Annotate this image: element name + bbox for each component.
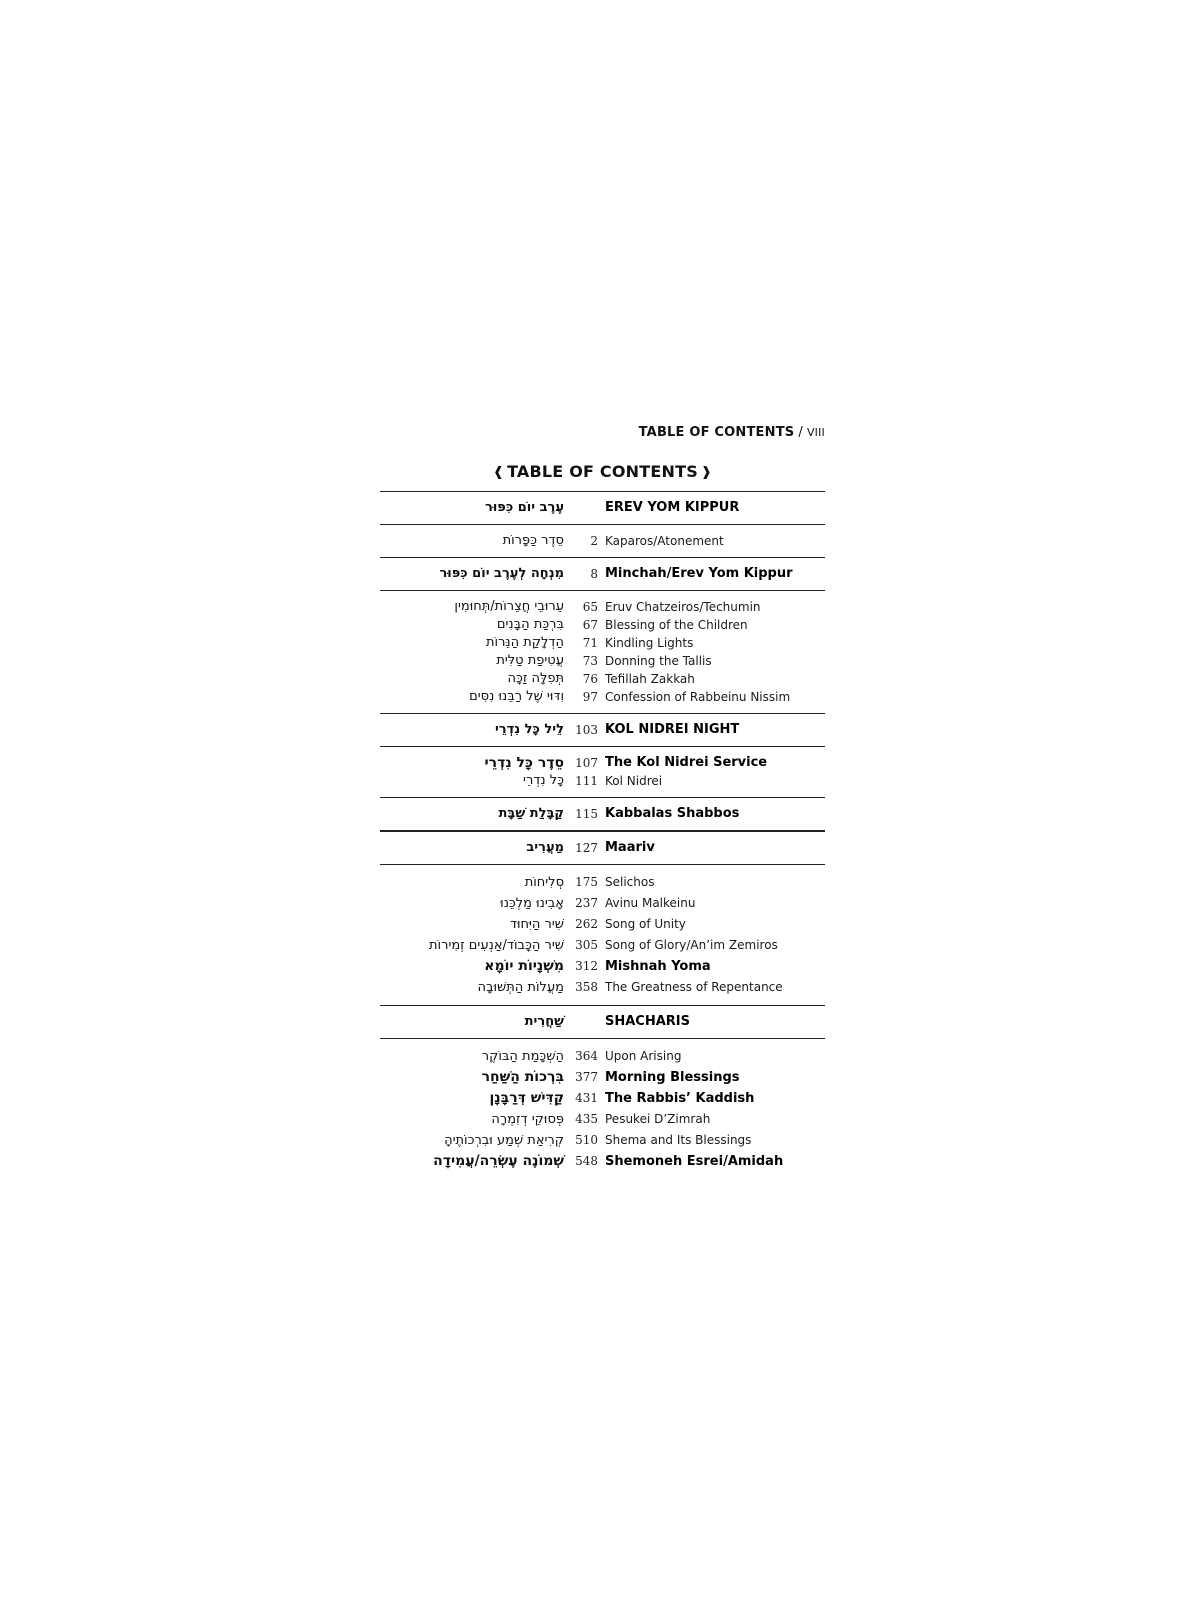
page-number: 312	[575, 959, 598, 973]
english-title: Upon Arising	[605, 1049, 682, 1063]
page-number: 431	[575, 1091, 598, 1105]
hebrew-title: סֵדֶר כַּפָּרוֹת	[502, 533, 564, 548]
hebrew-title: סְלִיחוֹת	[524, 875, 564, 890]
english-title: Kabbalas Shabbos	[605, 806, 740, 821]
english-title: Kindling Lights	[605, 636, 694, 650]
running-head-page-number: VIII	[806, 426, 825, 439]
spacer	[380, 591, 825, 598]
english-title: Minchah/Erev Yom Kippur	[605, 566, 793, 581]
page-number: 127	[575, 841, 598, 855]
english-title: Shema and Its Blessings	[605, 1133, 752, 1147]
page-number: 65	[582, 600, 598, 614]
hebrew-title: הַדְלָקַת הַנֵּרוֹת	[486, 635, 564, 650]
hebrew-title: לֵיל כָּל נִדְרֵי	[494, 722, 564, 737]
section-header-entry[interactable]	[380, 714, 825, 746]
toc-entry[interactable]	[380, 956, 825, 977]
toc-heading	[380, 462, 825, 481]
page-number: 71	[582, 636, 598, 650]
toc-entry[interactable]	[380, 1151, 825, 1172]
hebrew-title: הַשְׁכָּמַת הַבּוֹקֶר	[481, 1049, 564, 1064]
toc-entry[interactable]	[380, 652, 825, 670]
hebrew-title: שְׁמוֹנֶה עֶשְׂרֵה/עֲמִידָה	[433, 1153, 564, 1169]
page-number: 262	[575, 917, 598, 931]
english-title: EREV YOM KIPPUR	[605, 500, 740, 515]
english-title: Donning the Tallis	[605, 654, 712, 668]
running-head	[560, 425, 825, 440]
spacer	[380, 550, 825, 557]
section-header	[380, 492, 825, 524]
page-number: 305	[575, 938, 598, 952]
section-entries	[380, 525, 825, 557]
toc-entry[interactable]	[380, 598, 825, 616]
page-number: 237	[575, 896, 598, 910]
page-number: 435	[575, 1112, 598, 1126]
toc-entry[interactable]	[380, 1088, 825, 1109]
page-number: 8	[590, 567, 598, 581]
hebrew-title: מִנְחָה לְעֶרֶב יוֹם כִּפּוּר	[439, 566, 564, 581]
toc-entry[interactable]	[380, 616, 825, 634]
hebrew-title: פְּסוּקֵי דְזִמְרָה	[491, 1112, 564, 1127]
toc-entry[interactable]	[380, 1067, 825, 1088]
hebrew-title: בִּרְכוֹת הַשַּׁחַר	[481, 1069, 564, 1085]
page-number: 115	[575, 807, 598, 821]
hebrew-title: קְרִיאַת שְׁמַע וּבִרְכוֹתֶיהָ	[444, 1133, 564, 1148]
hebrew-title: וִדּוּי שֶׁל רַבֵּנוּ נִסִּים	[469, 689, 564, 704]
hebrew-title: מַעֲרִיב	[526, 840, 564, 855]
english-title: Mishnah Yoma	[605, 959, 711, 974]
hebrew-title: סֵדֶר כָּל נִדְרֵי	[484, 755, 564, 771]
spacer	[380, 790, 825, 797]
english-title: The Rabbis’ Kaddish	[605, 1091, 755, 1106]
english-title: Song of Glory/An’im Zemiros	[605, 938, 778, 952]
english-title: Blessing of the Children	[605, 618, 748, 632]
section-entries	[380, 747, 825, 797]
section-header-entry[interactable]	[380, 798, 825, 830]
toc-entry[interactable]	[380, 670, 825, 688]
english-title: Kaparos/Atonement	[605, 534, 724, 548]
english-title: Kol Nidrei	[605, 774, 663, 788]
section-header	[380, 558, 825, 590]
english-title: KOL NIDREI NIGHT	[605, 722, 740, 737]
hebrew-title: אָבִינוּ מַלְכֵּנוּ	[500, 896, 564, 911]
section-header	[380, 1006, 825, 1038]
english-title: Selichos	[605, 875, 655, 889]
section-entries	[380, 591, 825, 713]
page-number: 76	[582, 672, 598, 686]
hebrew-title: מִשְׁנָיוֹת יוֹמָא	[484, 958, 564, 974]
spacer	[380, 998, 825, 1005]
english-title: Song of Unity	[605, 917, 686, 931]
page-number: 103	[575, 723, 598, 737]
english-title: The Kol Nidrei Service	[605, 755, 768, 770]
spacer	[380, 865, 825, 872]
english-title: Tefillah Zakkah	[605, 672, 695, 686]
page-number: 111	[575, 774, 598, 788]
spacer	[380, 706, 825, 713]
hebrew-title: עֲטִיפַת טַלִּית	[496, 653, 564, 668]
toc-entry[interactable]	[380, 772, 825, 790]
toc-entry[interactable]	[380, 893, 825, 914]
hebrew-title: בִּרְכַּת הַבָּנִים	[496, 617, 564, 632]
english-title: Pesukei D’Zimrah	[605, 1112, 711, 1126]
page-number: 107	[575, 756, 598, 770]
page-number: 175	[575, 875, 598, 889]
section-header	[380, 798, 825, 830]
spacer	[380, 747, 825, 754]
section-entries	[380, 1039, 825, 1179]
hebrew-title: שִׁיר הַיִּחוּד	[509, 917, 564, 932]
toc-entry[interactable]	[380, 532, 825, 550]
english-title: Maariv	[605, 840, 655, 855]
toc-list	[380, 491, 825, 1179]
toc-entry[interactable]	[380, 688, 825, 706]
running-head-title: TABLE OF CONTENTS	[638, 425, 795, 440]
english-title: Avinu Malkeinu	[605, 896, 696, 910]
toc-entry[interactable]	[380, 935, 825, 956]
english-title: The Greatness of Repentance	[605, 980, 783, 994]
page-number: 364	[575, 1049, 598, 1063]
page-number: 2	[590, 534, 598, 548]
page-number: 67	[582, 618, 598, 632]
toc-entry[interactable]	[380, 634, 825, 652]
section-header	[380, 714, 825, 746]
page-number: 548	[575, 1154, 598, 1168]
page-number: 97	[582, 690, 598, 704]
page-number: 377	[575, 1070, 598, 1084]
page-number: 358	[575, 980, 598, 994]
hebrew-title: שִׁיר הַכָּבוֹד/אַנְעִים זְמִירוֹת	[429, 938, 564, 953]
english-title: Morning Blessings	[605, 1070, 740, 1085]
toc-entry[interactable]	[380, 872, 825, 893]
right-ornament-icon: ❱	[700, 465, 713, 480]
section-header-entry[interactable]	[380, 492, 825, 524]
hebrew-title: תְּפִלָּה זַכָּה	[507, 671, 564, 686]
toc-entry[interactable]	[380, 914, 825, 935]
page-number: 510	[575, 1133, 598, 1147]
hebrew-title: כָּל נִדְרֵי	[523, 773, 564, 788]
hebrew-title: מַעֲלוֹת הַתְּשׁוּבָה	[477, 980, 564, 995]
section-header-entry[interactable]	[380, 1006, 825, 1038]
section-entries	[380, 865, 825, 1005]
hebrew-title: עֶרֶב יוֹם כִּפּוּר	[485, 500, 564, 515]
spacer	[380, 1039, 825, 1046]
english-title: SHACHARIS	[605, 1014, 690, 1029]
hebrew-title: שַׁחֲרִית	[524, 1014, 564, 1029]
hebrew-title: קַדִּישׁ דְּרַבָּנָן	[489, 1090, 564, 1106]
spacer	[380, 1172, 825, 1179]
section-header-entry[interactable]	[380, 558, 825, 590]
hebrew-title: קַבָּלַת שַׁבָּת	[498, 806, 564, 821]
english-title: Shemoneh Esrei/Amidah	[605, 1154, 784, 1169]
english-title: Confession of Rabbeinu Nissim	[605, 690, 791, 704]
toc-entry[interactable]	[380, 1130, 825, 1151]
running-head-separator: /	[798, 425, 803, 440]
page-number: 73	[582, 654, 598, 668]
spacer	[380, 525, 825, 532]
hebrew-title: עֵרוּבֵי חֲצֵרוֹת/תְּחוּמִין	[454, 599, 564, 614]
english-title: Eruv Chatzeiros/Techumin	[605, 600, 761, 614]
toc-entry[interactable]	[380, 1109, 825, 1130]
toc-entry[interactable]	[380, 754, 825, 772]
toc-entry[interactable]	[380, 977, 825, 998]
toc-title: TABLE OF CONTENTS	[507, 462, 698, 481]
left-ornament-icon: ❰	[492, 465, 505, 480]
section-header	[380, 832, 825, 864]
section-header-entry[interactable]	[380, 832, 825, 864]
toc-entry[interactable]	[380, 1046, 825, 1067]
